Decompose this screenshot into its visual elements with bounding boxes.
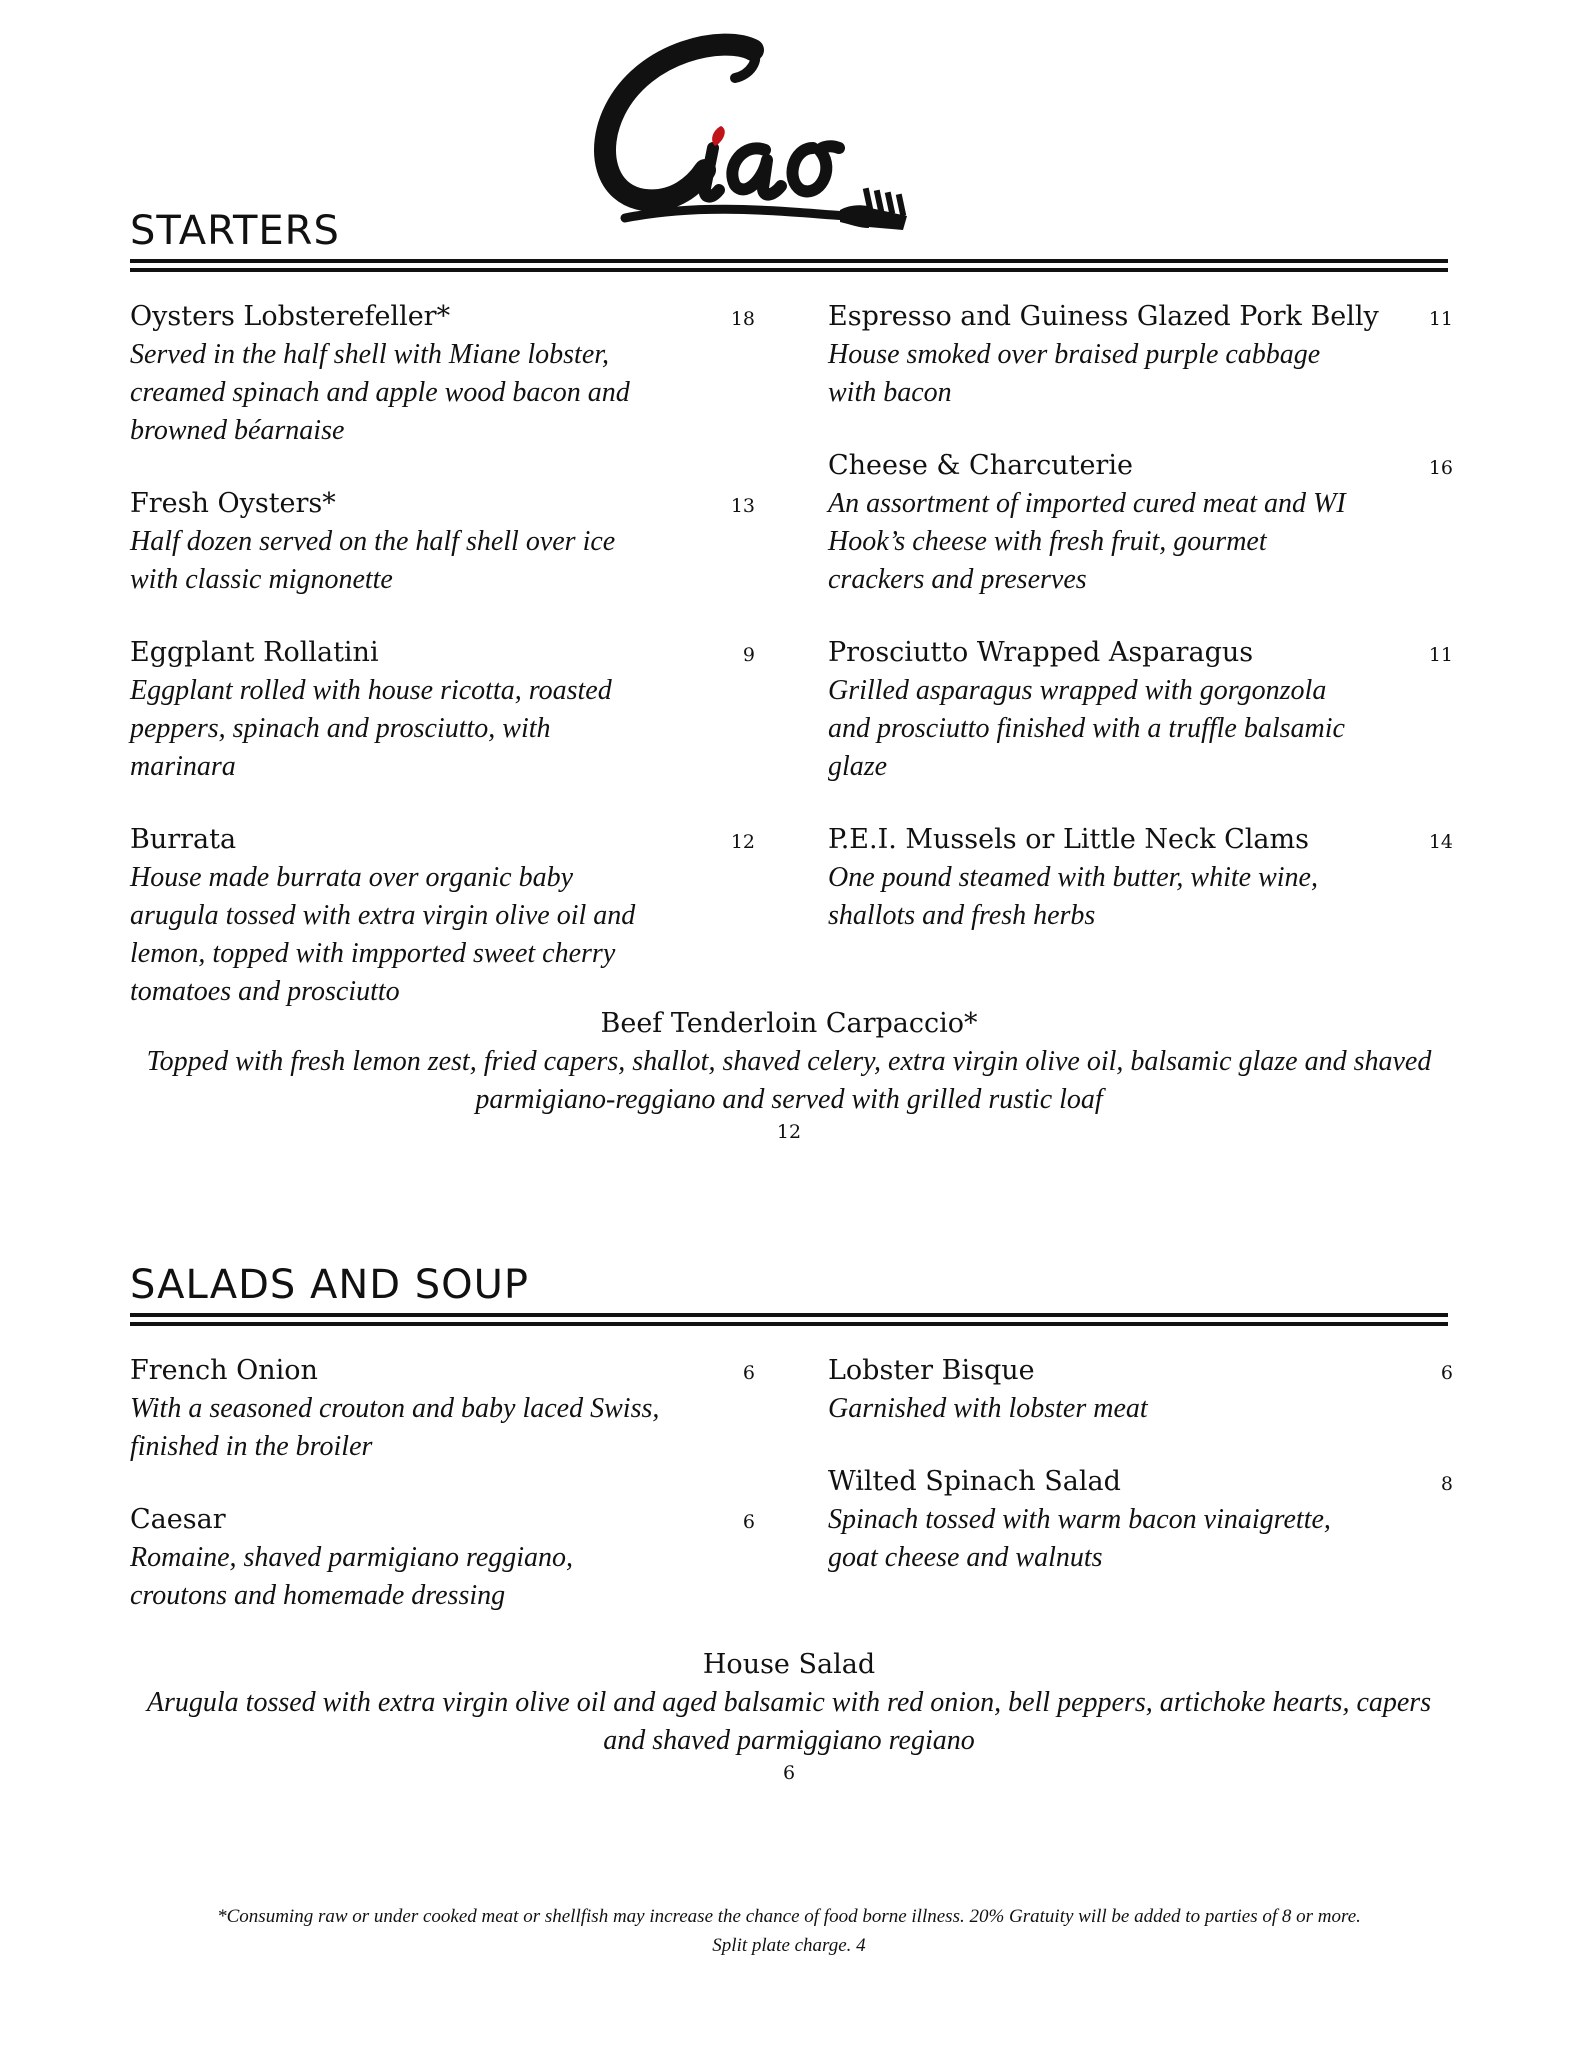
- item-name: Cheese & Charcuterie: [828, 450, 1133, 481]
- menu-item: [130, 1501, 755, 1615]
- item-price: 18: [730, 308, 755, 330]
- item-price: 8: [1440, 1473, 1453, 1495]
- logo-accent-dot: [712, 126, 725, 146]
- item-description: House made burrata over organic baby arugula tossed with extra virgin olive oil and lemon, topped with impported sweet cherry tomatoes and prosciutto: [130, 862, 636, 1007]
- menu-item: [828, 447, 1453, 599]
- section-divider: [130, 1313, 1448, 1326]
- item-price: 6: [782, 1762, 796, 1784]
- item-name: Wilted Spinach Salad: [828, 1466, 1121, 1497]
- footnote: [130, 1902, 1448, 1960]
- item-name: Eggplant Rollatini: [130, 637, 379, 668]
- featured-menu-item: [130, 1646, 1448, 1784]
- item-description: An assortment of imported cured meat and WI Hook’s cheese with fresh fruit, gourmet crackers and preserves: [828, 488, 1346, 595]
- logo-script: [605, 45, 847, 218]
- item-description: Served in the half shell with Miane lobster, creamed spinach and apple wood bacon and browned béarnaise: [130, 339, 630, 446]
- item-description: Romaine, shaved parmigiano reggiano, croutons and homemade dressing: [130, 1542, 574, 1611]
- item-description: Half dozen served on the half shell over ice with classic mignonette: [130, 526, 616, 595]
- item-name: P.E.I. Mussels or Little Neck Clams: [828, 824, 1309, 855]
- item-description: Topped with fresh lemon zest, fried capers, shallot, shaved celery, extra virgin olive oil, balsamic glaze and shaved parmigiano-reggiano and served with grilled rustic loaf: [146, 1046, 1432, 1115]
- menu-item: [828, 634, 1453, 786]
- item-price: 11: [1428, 644, 1453, 666]
- item-price: 6: [742, 1362, 755, 1384]
- salads-right-column: [828, 1352, 1453, 1577]
- menu-item: [828, 1352, 1453, 1428]
- menu-item: [828, 298, 1453, 412]
- section-title-starters: STARTERS: [130, 208, 340, 254]
- starters-right-column: [828, 298, 1453, 935]
- item-description: Eggplant rolled with house ricotta, roasted peppers, spinach and prosciutto, with marinara: [130, 675, 612, 782]
- menu-item: [130, 821, 755, 1011]
- item-price: 6: [742, 1511, 755, 1533]
- section-divider: [130, 259, 1448, 272]
- item-price: 9: [742, 644, 755, 666]
- salads-left-column: [130, 1352, 755, 1615]
- item-name: Prosciutto Wrapped Asparagus: [828, 637, 1254, 668]
- item-price: 12: [730, 831, 755, 853]
- section-title-salads-and-soup: SALADS AND SOUP: [130, 1262, 530, 1308]
- item-name: Lobster Bisque: [828, 1355, 1035, 1386]
- menu-item: [130, 298, 755, 450]
- item-description: Grilled asparagus wrapped with gorgonzola and prosciutto finished with a truffle balsamic glaze: [828, 675, 1345, 782]
- ciao-logo: [585, 30, 925, 255]
- menu-item: [828, 821, 1453, 935]
- item-name: Beef Tenderloin Carpaccio*: [600, 1008, 978, 1039]
- menu-item: [828, 1463, 1453, 1577]
- item-description: One pound steamed with butter, white wine, shallots and fresh herbs: [828, 862, 1318, 931]
- item-price: 11: [1428, 308, 1453, 330]
- item-name: French Onion: [130, 1355, 318, 1386]
- item-name: Burrata: [130, 824, 237, 855]
- item-description: House smoked over braised purple cabbage with bacon: [828, 339, 1321, 408]
- item-price: 13: [730, 495, 755, 517]
- footnote-disclaimer: *Consuming raw or under cooked meat or shellfish may increase the chance of food borne illness. 20% Gratuity will be added to parties of 8 or more.: [217, 1906, 1361, 1927]
- item-price: 14: [1428, 831, 1453, 853]
- item-description: Arugula tossed with extra virgin olive oil and aged balsamic with red onion, bell peppers, artichoke hearts, capers and shaved parmiggiano regiano: [146, 1687, 1432, 1756]
- starters-left-column: [130, 298, 755, 1011]
- item-price: 6: [1440, 1362, 1453, 1384]
- item-name: Fresh Oysters*: [130, 488, 336, 519]
- item-description: With a seasoned crouton and baby laced Swiss, finished in the broiler: [130, 1393, 660, 1462]
- fork-icon: [840, 188, 907, 230]
- menu-item: [130, 1352, 755, 1466]
- item-name: Oysters Lobsterefeller*: [130, 301, 451, 332]
- item-name: Caesar: [130, 1504, 226, 1535]
- menu-item: [130, 485, 755, 599]
- featured-menu-item: [130, 1005, 1448, 1143]
- item-description: Spinach tossed with warm bacon vinaigrette, goat cheese and walnuts: [828, 1504, 1331, 1573]
- item-name: House Salad: [702, 1649, 876, 1680]
- item-name: Espresso and Guiness Glazed Pork Belly: [828, 301, 1379, 332]
- menu-item: [130, 634, 755, 786]
- item-price: 12: [776, 1121, 802, 1143]
- footnote-split-plate: Split plate charge. 4: [712, 1935, 866, 1956]
- item-price: 16: [1428, 457, 1453, 479]
- item-description: Garnished with lobster meat: [828, 1393, 1148, 1424]
